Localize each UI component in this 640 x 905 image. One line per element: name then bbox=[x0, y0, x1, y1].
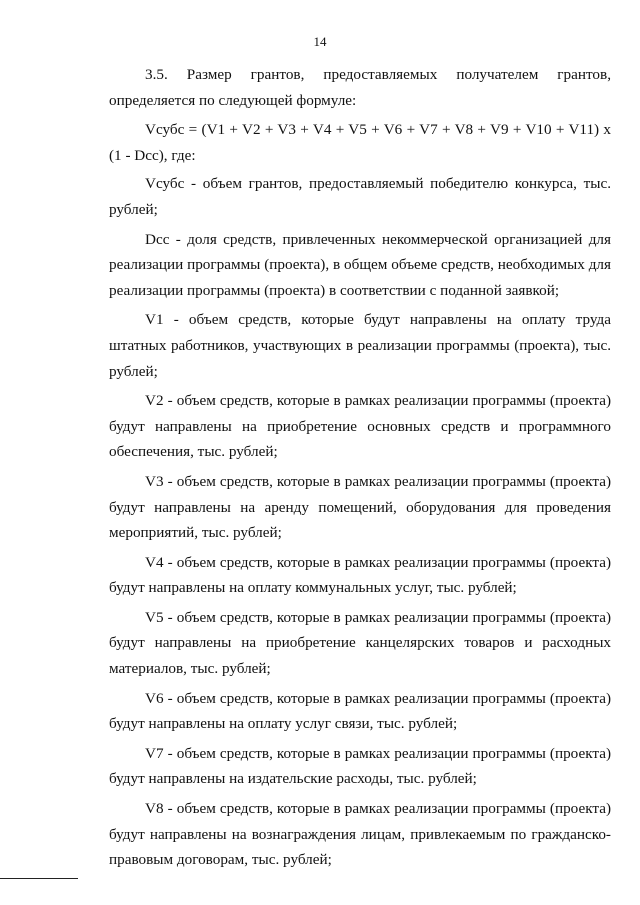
paragraph-v1-definition: V1 - объем средств, которые будут направлены на оплату труда штатных работников, участвующих в реализации программы (проекта), тыс. рублей; bbox=[109, 311, 611, 380]
paragraph-vsubs-definition: Vсубс - объем грантов, предоставляемый победителю конкурса, тыс. рублей; bbox=[109, 175, 611, 218]
paragraph-v6-definition: V6 - объем средств, которые в рамках реализации программы (проекта) будут направлены на оплату услуг связи, тыс. рублей; bbox=[109, 689, 611, 733]
document-body bbox=[109, 62, 611, 877]
paragraph-v3-definition: V3 - объем средств, которые в рамках реализации программы (проекта) будут направлены на аренду помещений, оборудования для проведения мероприятий, тыс. рублей; bbox=[109, 472, 611, 542]
paragraph-v2-definition: V2 - объем средств, которые в рамках реализации программы (проекта) будут направлены на приобретение основных средств и программного обеспечения, тыс. рублей; bbox=[109, 392, 611, 461]
paragraph-dss-definition: Dсс - доля средств, привлеченных некоммерческой организацией для реализации программы (проекта), в общем объеме средств, необходимых для реализации программы (проекта) в соответствии с поданной заявкой; bbox=[109, 230, 611, 299]
paragraph-v8-definition: V8 - объем средств, которые в рамках реализации программы (проекта) будут направлены на вознаграждения лицам, привлекаемым по гражданско-правовым договорам, тыс. рублей; bbox=[109, 800, 611, 869]
paragraph-grant-size-intro: 3.5. Размер грантов, предоставляемых получателем грантов, определяется по следующей формуле: bbox=[109, 66, 611, 109]
paragraph-v7-definition: V7 - объем средств, которые в рамках реализации программы (проекта) будут направлены на издательские расходы, тыс. рублей; bbox=[109, 744, 611, 788]
page-number: 14 bbox=[313, 34, 327, 49]
paragraph-v5-definition: V5 - объем средств, которые в рамках реализации программы (проекта) будут направлены на приобретение канцелярских товаров и расходных материалов, тыс. рублей; bbox=[109, 608, 611, 678]
paragraph-formula: Vсубс = (V1 + V2 + V3 + V4 + V5 + V6 + V7 + V8 + V9 + V10 + V11) x (1 - Dсс), где: bbox=[109, 121, 611, 164]
paragraph-v4-definition: V4 - объем средств, которые в рамках реализации программы (проекта) будут направлены на оплату коммунальных услуг, тыс. рублей; bbox=[109, 553, 611, 597]
footer-rule bbox=[0, 878, 78, 879]
